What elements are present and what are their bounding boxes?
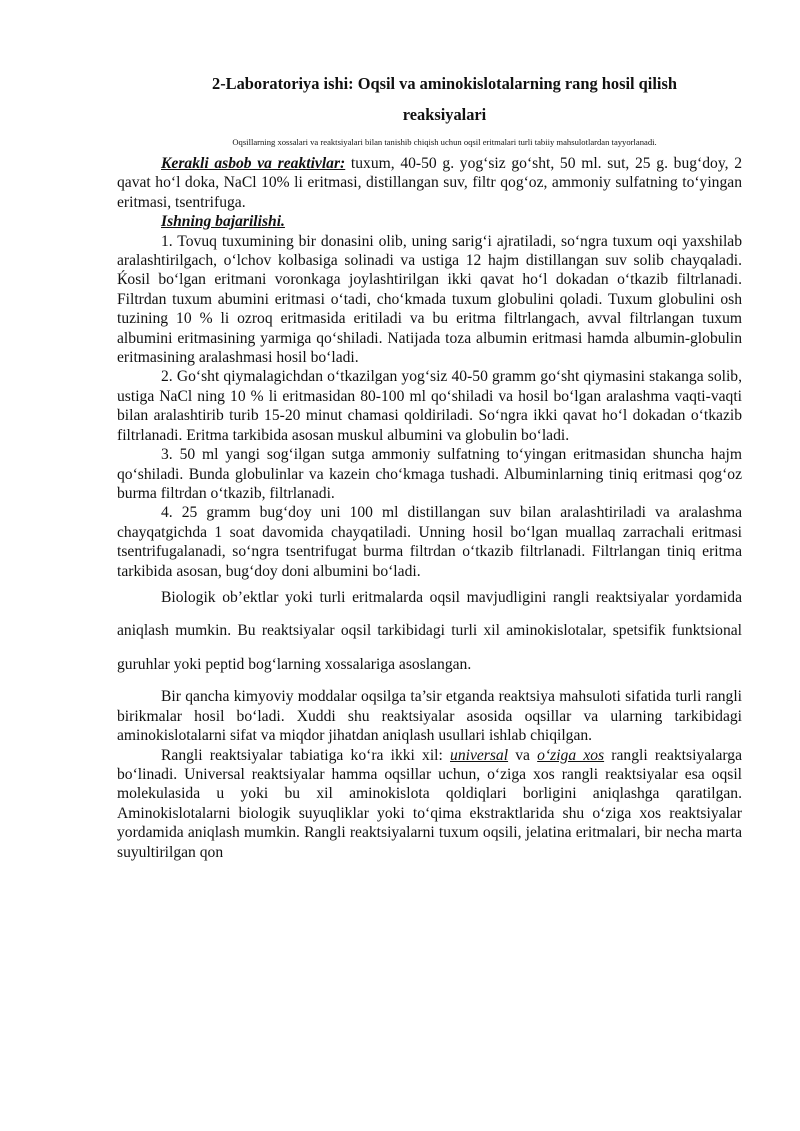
step-4-paragraph: 4. 25 gramm bug‘doy uni 100 ml distillangan suv bilan aralashtiriladi va aralashma chayqatgichda 1 soat davomida chayqatiladi. Unning hosil bo‘lgan muallaq zarrachali eritmasi tsentrifugalanadi, so‘ngra tsentrifugat burma filtrdan o‘tkazib filtrlanadi. Filtrlangan tiniq eritma tarkibida asosan, bug‘doy doni albumini bo‘ladi. (117, 504, 742, 580)
step-2-paragraph: 2. Go‘sht qiymalagichdan o‘tkazilgan yog‘siz 40-50 gramm go‘sht qiymasini stakanga solib, ustiga NaCl ning 10 % li eritmasidan 80-100 ml qo‘shiladi va hosil bo‘lgan aralashma vaqti-vaqti bilan aralashtirib turib 15-20 minut chamasi qoldiriladi. So‘ngra ikki qavat ho‘l dokadan o‘tkazib filtrlanadi. Eritma tarkibida asosan muskul albumini va globulin bo‘ladi. (117, 368, 742, 444)
equipment-heading: Kerakli asbob va reaktivlar: (161, 155, 346, 172)
step-1-paragraph: 1. Tovuq tuxumining bir donasini olib, uning sarig‘i ajratiladi, so‘ngra tuxum oqi yaxshilab aralashtirilgach, o‘lchov kolbasiga solinadi va ustiga 12 hajm distillangan suv solib chayqaladi. Ќosil bo‘lgan eritmani voronkaga joylashtirilgan ikki qavat ho‘l dokadan o‘tkazib filtrlanadi. Filtrdan tuxum abumini eritmasi o‘tadi, cho‘kmada tuxum globulini qoladi. Tuxum globulini osh tuzining 10 % li ozroq eritmasida eritiladi va bu eritma filtrlangach, avval filtrlangan tuxum albumini eritmasining yarmiga qo‘shiladi. Natijada toza albumin eritmasi hamda albumin-globulin eritmasining aralashmasi hosil bo‘ladi. (117, 232, 742, 367)
color-reactions-text-2: rangli reaktsiyalarga bo‘linadi. Universal reaktsiyalar hamma oqsillar uchun, o‘ziga xos rangli reaktsiyalar esa oqsil molekulasida u yoki bu xil aminokislota qoldiqlari borligini aniqlashga qaratilgan. Aminokislotalarni biologik suyuqliklar yoki to‘qima ekstraktlarida shu o‘ziga xos reaktsiyalar yordamida aniqlash mumkin. Rangli reaktsiyalarni tuxum oqsili, jelatina eritmalari, bir necha marta suyultirilgan qon (117, 746, 743, 861)
step-3-paragraph: 3. 50 ml yangi sog‘ilgan sutga ammoniy sulfatning to‘yingan eritmasidan shuncha hajm qo‘shiladi. Bunda globulinlar va kazein cho‘kmaga tushadi. Albuminlarning tiniq eritmasi qog‘oz burma filtrdan o‘tkazib, filtrlanadi. (117, 446, 742, 502)
color-reactions-paragraph (117, 746, 742, 862)
color-reactions-and: va (508, 746, 538, 764)
title-line-2: reaksiyalari (402, 105, 487, 124)
equipment-text: tuxum, 40-50 g. yog‘siz go‘sht, 50 ml. sut, 25 g. bug‘doy, 2 qavat ho‘l doka, NaCl 10% li eritmasi, distillangan suv, filtr qog‘oz, ammoniy sulfatning to‘yingan eritmasi, tsentrifuga. (117, 155, 742, 211)
chemical-substances-paragraph: Bir qancha kimyoviy moddalar oqsilga ta’sir etganda reaktsiya mahsuloti sifatida turli rangli birikmalar hosil bo‘ladi. Xuddi shu reaktsiyalar asosida oqsillar va ularning tarkibidagi aminokislotalarni sifat va miqdor jihatdan aniqlash usullari ishlab chiqilgan. (117, 688, 742, 745)
equipment-paragraph (117, 154, 742, 212)
procedure-heading: Ishning bajarilishi. (161, 213, 285, 231)
biological-objects-paragraph: Biologik ob’ektlar yoki turli eritmalarda oqsil mavjudligini rangli reaktsiyalar yordamida aniqlash mumkin. Bu reaktsiyalar oqsil tarkibidagi turli xil aminokislotalar, spetsifik funktsional guruhlar yoki peptid bog‘larning xossalariga asoslangan. (117, 588, 742, 673)
procedure-heading-paragraph (117, 212, 742, 231)
color-reactions-text-1: Rangli reaktsiyalar tabiatiga ko‘ra ikki xil: (161, 746, 451, 764)
specific-term: o‘ziga xos (537, 746, 605, 764)
universal-term: universal (450, 746, 509, 764)
page-title (117, 74, 742, 125)
subtitle: Oqsillarning xossalari va reaktsiyalari bilan tanishib chiqish uchun oqsil eritmalari turli tabiiy mahsulotlardan tayyorlanadi. (232, 137, 657, 147)
title-line-1: 2-Laboratoriya ishi: Oqsil va aminokislotalarning rang hosil qilish (212, 74, 677, 93)
